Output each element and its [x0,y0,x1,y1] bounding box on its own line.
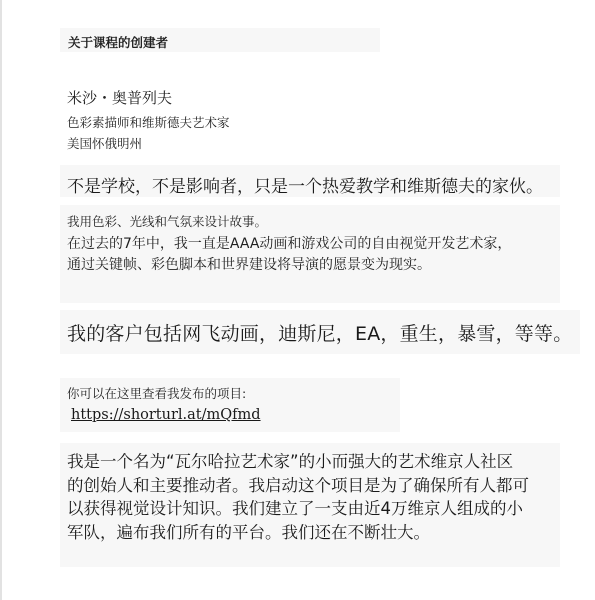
clients-text: 我的客户包括网飞动画，迪斯尼，EA，重生，暴雪，等等。 [67,323,573,345]
community-line: 的创始人和主要推动者。我启动这个项目是为了确保所有人都可 [67,475,529,495]
left-border [0,0,2,600]
story-line: 通过关键帧、彩色脚本和世界建设将导演的愿景变为现实。 [67,257,431,273]
story-lead: 我用色彩、光线和气氛来设计故事。 [67,214,268,229]
community-text [67,450,557,544]
story-line: 在过去的7年中，我一直是AAA动画和游戏公司的自由视觉开发艺术家， [67,236,512,252]
author-role: 色彩素描师和维斯德夫艺术家 [67,115,230,130]
community-line: 以获得视觉设计知识。我们建立了一支由近4万维京人组成的小 [67,499,523,518]
projects-link[interactable]: https://shorturl.at/mQfmd [71,407,261,423]
projects-lead: 你可以在这里查看我发布的项目: [67,386,247,401]
author-name: 米沙・奥普列夫 [67,89,173,107]
community-line: 军队，遍布我们所有的平台。我们还在不断壮大。 [67,522,430,542]
story-body [67,234,511,276]
community-line: 我是一个名为“瓦尔哈拉艺术家”的小而强大的艺术维京人社区 [67,452,514,471]
tagline: 不是学校，不是影响者，只是一个热爱教学和维斯德夫的家伙。 [67,177,543,197]
author-location: 美国怀俄明州 [67,136,143,151]
section-title: 关于课程的创建者 [68,35,169,50]
